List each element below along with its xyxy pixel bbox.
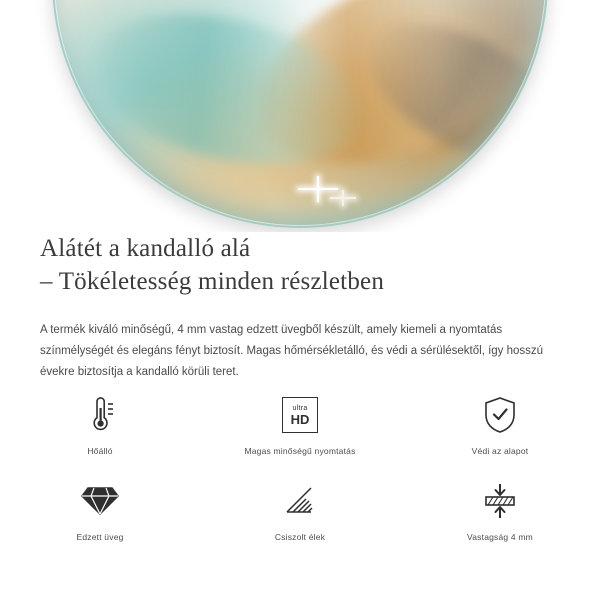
feature-item-heat-resistant [0,392,200,456]
headline-line-2: – Tökéletesség minden részletben [40,268,385,295]
shield-check-icon [483,392,517,438]
feature-label: Magas minőségű nyomtatás [244,446,356,456]
feature-item-surface-protection [400,392,600,456]
feature-item-thickness [400,478,600,542]
thermometer-icon [83,392,117,438]
description-paragraph: A termék kiváló minőségű, 4 mm vastag edzett üvegből készült, amely kiemeli a nyomtatás színmélységét és elegáns fényt biztosít. Magas hőmérsékletálló, és védi a sérülésektől, így hosszú évekre biztosítja a kandalló körüli teret. [40,324,544,378]
feature-item-polished-edges [200,478,400,542]
text-content [0,232,600,383]
feature-item-print-quality [200,392,400,456]
feature-label: Vastagság 4 mm [467,532,533,542]
feature-label: Edzett üveg [76,532,124,542]
feature-label: Hőálló [87,446,113,456]
diamond-icon [80,478,120,524]
ultra-hd-icon: ultra HD [282,392,318,438]
polished-edge-icon [281,478,319,524]
feature-grid [0,392,600,542]
glass-disc-image [52,0,548,228]
page-title [0,232,600,298]
glass-edge [52,0,548,228]
feature-label: Csiszolt élek [274,532,326,542]
thickness-icon [480,478,520,524]
hero-image [0,0,600,232]
feature-label: Védi az alapot [471,446,529,456]
headline-line-1: Alátét a kandalló alá [40,235,251,262]
feature-item-tempered-glass [0,478,200,542]
